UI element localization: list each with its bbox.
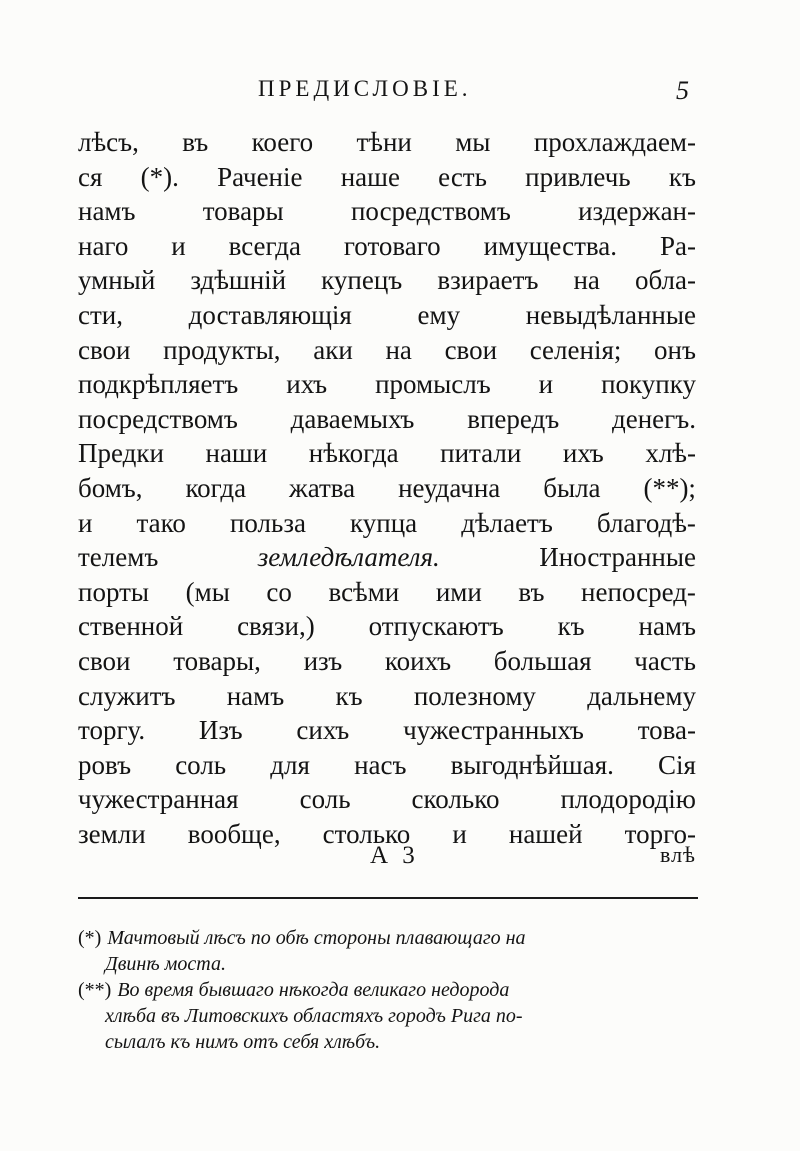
word: наше: [340, 161, 400, 192]
footnote-text: Двинѣ моста.: [105, 953, 226, 975]
word: питали: [440, 438, 522, 469]
footnote-marker: (*): [78, 927, 102, 949]
word: соль: [175, 749, 227, 780]
word: привлечь: [525, 161, 631, 192]
footnote-line: [78, 1003, 698, 1029]
word: ими: [435, 576, 482, 607]
word: дальнему: [587, 680, 696, 711]
word: польза: [229, 507, 306, 538]
word: коихъ: [384, 645, 452, 676]
word: часть: [634, 645, 696, 676]
text-line: [78, 333, 696, 368]
word: ственной: [78, 611, 184, 642]
word: коего: [251, 127, 314, 157]
word: селенія;: [529, 334, 622, 365]
word: Сія: [658, 749, 696, 780]
word: дѣлаетъ: [461, 507, 553, 538]
footnote-text: Мачтовый лѣсъ по обѣ стороны плавающаго на: [107, 927, 526, 949]
word: (мы: [185, 576, 230, 607]
word: аки: [313, 334, 353, 365]
word: тѣни: [356, 127, 412, 157]
word: намъ: [78, 196, 136, 227]
word: посредствомъ: [350, 196, 511, 227]
word: тако: [136, 507, 186, 538]
word: есть: [438, 161, 487, 192]
word: купецъ: [321, 265, 403, 296]
word: ихъ: [562, 438, 604, 469]
word: Раченіе: [217, 161, 303, 192]
word: благодѣ-: [596, 507, 696, 538]
word: и: [78, 507, 93, 538]
word: обла-: [634, 265, 696, 296]
footnote-rule: [78, 897, 698, 899]
footnotes: [78, 925, 698, 1055]
word: товары: [202, 196, 284, 227]
footnote-line: [78, 925, 698, 951]
word: изъ: [303, 645, 343, 676]
word: ему: [417, 299, 461, 330]
word: свои: [78, 645, 131, 676]
text-line: [78, 367, 696, 402]
footnote-text: Во время бывшаго нѣкогда великаго недорода: [117, 979, 510, 1001]
word: онъ: [654, 334, 696, 365]
word: наши: [205, 438, 268, 469]
word: здѣшній: [190, 265, 287, 296]
word: наго: [78, 230, 129, 261]
text-line: [78, 644, 696, 679]
word: невыдѣланные: [525, 299, 696, 330]
word: къ: [335, 680, 363, 711]
word: земли: [78, 818, 146, 849]
word: въ: [518, 576, 545, 607]
word: промыслъ: [375, 369, 491, 400]
word: всегда: [228, 230, 301, 261]
word: всѣми: [328, 576, 400, 607]
word: нѣкогда: [308, 438, 399, 469]
word: готоваго: [343, 230, 441, 261]
word: непосред-: [581, 576, 696, 607]
word: Изъ: [198, 715, 243, 746]
text-line: [78, 436, 696, 471]
word: Иностранные: [539, 542, 696, 573]
footnote-text: сылалъ къ нимъ отъ себя хлѣбъ.: [105, 1031, 381, 1053]
word: связи,): [237, 611, 315, 642]
word: подкрѣпляетъ: [78, 369, 239, 400]
text-line: [78, 713, 696, 748]
text-line: [78, 575, 696, 610]
word: вообще,: [187, 818, 281, 849]
word: неудачна: [398, 472, 501, 503]
word: въ: [182, 127, 209, 157]
text-line: [78, 229, 696, 264]
word: ся: [78, 161, 103, 192]
word: и: [538, 369, 554, 400]
word: прохлаждаем-: [533, 127, 696, 157]
word: покупку: [601, 369, 696, 400]
word: для: [270, 749, 310, 780]
word: (*).: [140, 161, 179, 192]
word: торгу.: [78, 715, 146, 746]
word: сколько: [411, 784, 500, 815]
word: даваемыхъ: [290, 403, 415, 434]
word: взираетъ: [437, 265, 539, 296]
word: посредствомъ: [78, 403, 238, 434]
footnote-text: хлѣба въ Литовскихъ областяхъ городъ Рига по-: [105, 1005, 523, 1027]
word: намъ: [638, 611, 696, 642]
text-line: [78, 263, 696, 298]
word: това-: [637, 715, 696, 746]
word: (**);: [643, 472, 696, 503]
word: денегъ.: [612, 403, 696, 434]
word: впередъ: [467, 403, 560, 434]
word: чужестранныхъ: [403, 715, 584, 746]
word: къ: [557, 611, 585, 642]
printer-signature: А 3: [370, 842, 419, 869]
word: намъ: [226, 680, 285, 711]
word: ихъ: [286, 369, 328, 400]
text-line: [78, 679, 696, 714]
word: имущества.: [483, 230, 618, 261]
word: свои: [78, 334, 131, 365]
word: порты: [78, 576, 150, 607]
word: Ра-: [659, 230, 696, 261]
running-head: ПРЕДИСЛОВІЕ.: [258, 76, 472, 101]
text-line: [78, 609, 696, 644]
text-line: [78, 540, 696, 575]
text-line: [78, 471, 696, 506]
catchword: влѣ: [659, 842, 696, 867]
word: выгоднѣйшая.: [450, 749, 614, 780]
word: жатва: [289, 472, 356, 503]
word: служитъ: [78, 680, 176, 711]
word: къ: [668, 161, 696, 192]
word: чужестранная: [78, 784, 239, 815]
word: на: [573, 265, 600, 296]
word: мы: [455, 127, 491, 157]
page-number: 5: [676, 76, 689, 105]
word: когда: [185, 472, 247, 503]
text-line: [78, 194, 696, 229]
body-text: [78, 125, 696, 851]
text-line: [78, 160, 696, 195]
word: свои: [444, 334, 498, 365]
word: телемъ: [78, 542, 159, 573]
word: хлѣ-: [645, 438, 696, 469]
word: сихъ: [296, 715, 350, 746]
word: отпускаютъ: [368, 611, 504, 642]
footnote-marker: (**): [78, 979, 112, 1001]
text-line: [78, 748, 696, 783]
word: плодородію: [560, 784, 696, 815]
word: была: [543, 472, 601, 503]
word: доставляющія: [188, 299, 352, 330]
text-line: [78, 402, 696, 437]
word: столько: [322, 818, 411, 849]
word: продукты,: [163, 334, 281, 365]
text-line: [78, 506, 696, 541]
footnote-line: [78, 951, 698, 977]
word: и: [452, 818, 467, 849]
word: земледѣлателя.: [257, 542, 440, 573]
word: купца: [350, 507, 418, 538]
text-line: [78, 298, 696, 333]
word: большая: [493, 645, 592, 676]
word: на: [385, 334, 412, 365]
word: соль: [299, 784, 351, 815]
word: Предки: [78, 438, 164, 469]
word: нашей: [508, 818, 583, 849]
footnote-line: [78, 977, 698, 1003]
signature-row: [78, 842, 696, 876]
word: умный: [78, 265, 156, 296]
word: ровъ: [78, 749, 132, 780]
text-line: [78, 782, 696, 817]
text-line: [78, 125, 696, 160]
word: сти,: [78, 299, 123, 330]
word: и: [171, 230, 186, 261]
word: со: [266, 576, 292, 607]
word: издержан-: [578, 196, 696, 227]
word: полезному: [413, 680, 536, 711]
word: торго-: [624, 818, 696, 849]
word: бомъ,: [78, 472, 143, 503]
word: насъ: [354, 749, 407, 780]
word: лѣсъ,: [78, 127, 139, 157]
word: товары,: [173, 645, 261, 676]
footnote-line: [78, 1029, 698, 1055]
